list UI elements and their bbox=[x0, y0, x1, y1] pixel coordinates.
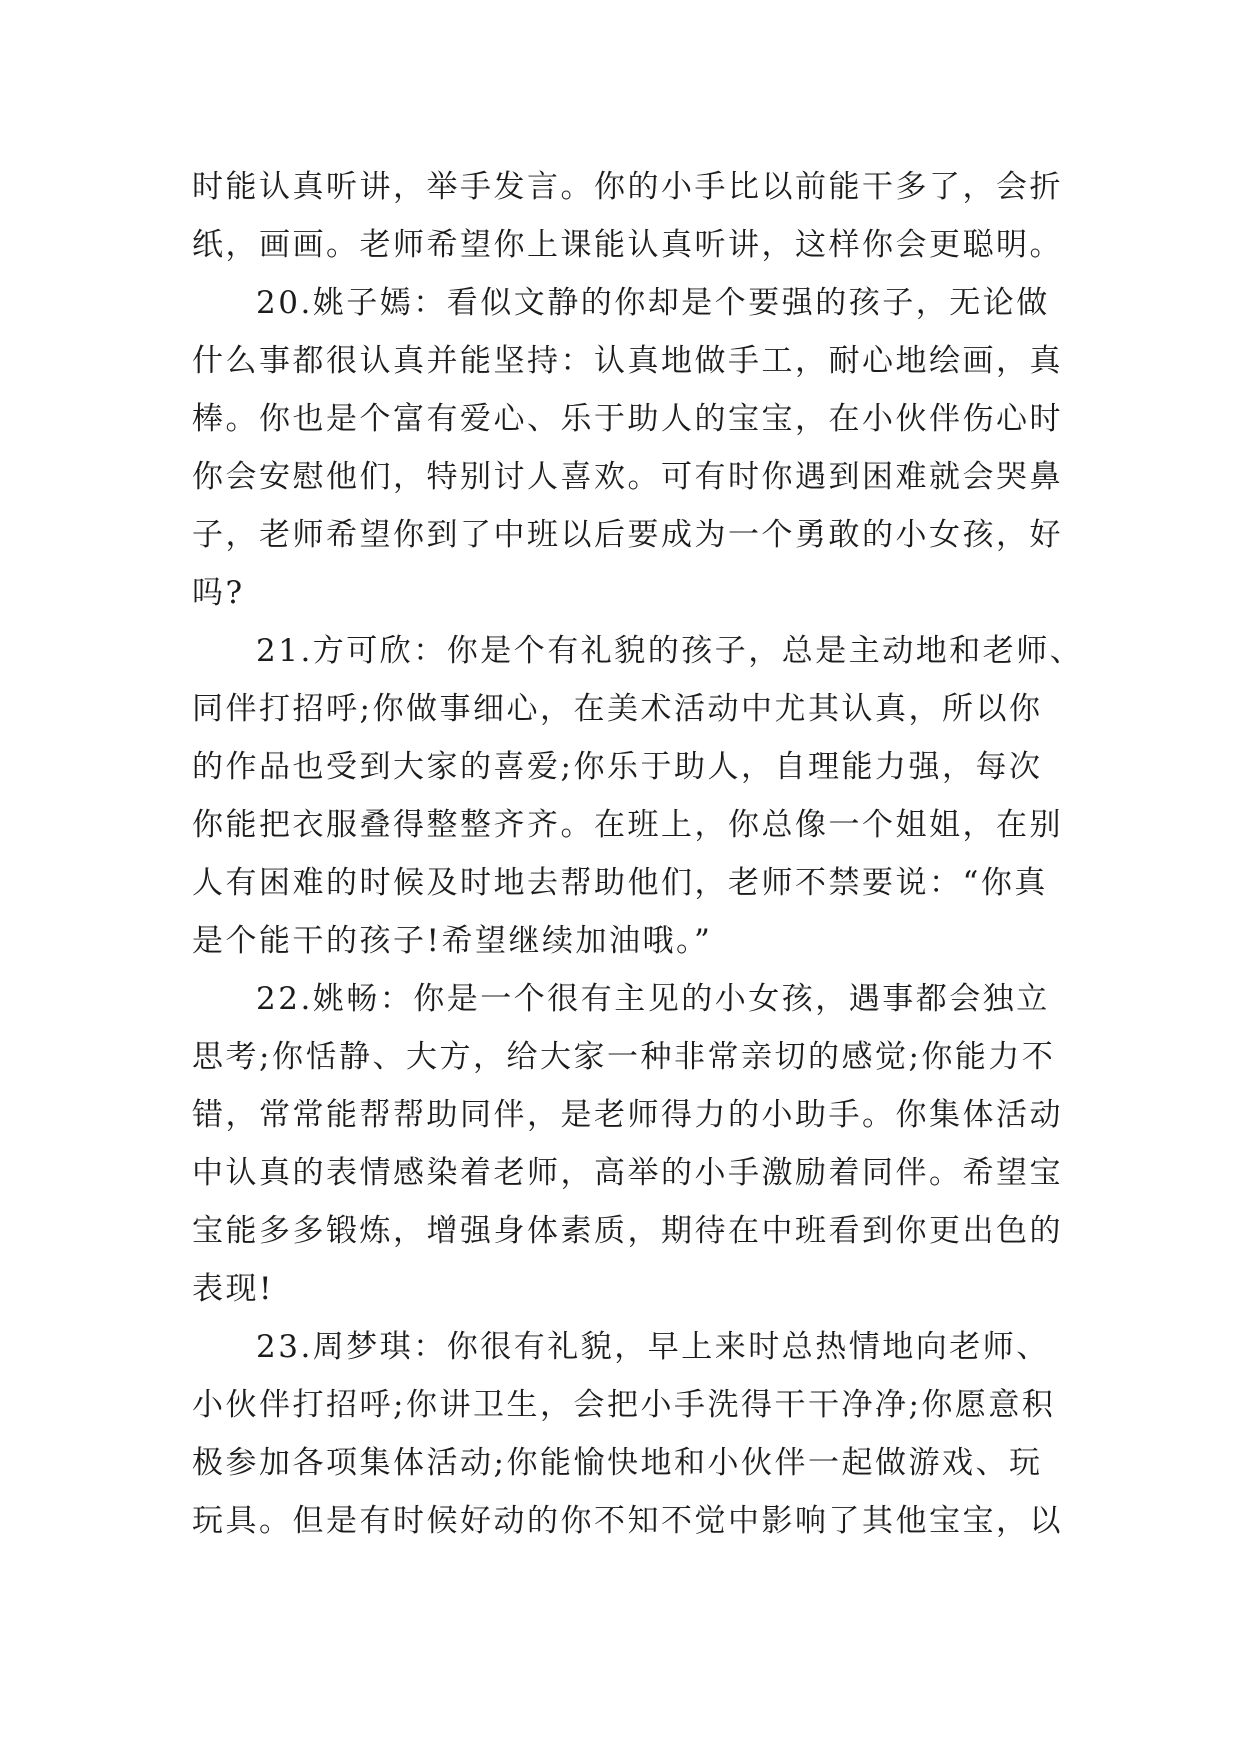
text-line: 宝能多多锻炼，增强身体素质，期待在中班看到你更出色的 bbox=[192, 1213, 1063, 1249]
document-body bbox=[192, 158, 1084, 1550]
text-line: 什么事都很认真并能坚持：认真地做手工，耐心地绘画，真 bbox=[192, 343, 1063, 379]
text-line: 同伴打招呼;你做事细心，在美术活动中尤其认真，所以你 bbox=[192, 691, 1043, 727]
text-line: 你能把衣服叠得整整齐齐。在班上，你总像一个姐姐，在别 bbox=[192, 807, 1063, 843]
text-line: 错，常常能帮帮助同伴，是老师得力的小助手。你集体活动 bbox=[192, 1097, 1063, 1133]
text-line: 表现! bbox=[192, 1271, 274, 1307]
text-line: 你会安慰他们，特别讨人喜欢。可有时你遇到困难就会哭鼻 bbox=[192, 459, 1063, 495]
text-line: 棒。你也是个富有爱心、乐于助人的宝宝，在小伙伴伤心时 bbox=[192, 401, 1063, 437]
text-line: 是个能干的孩子!希望继续加油哦。” bbox=[192, 923, 713, 959]
text-line: 子，老师希望你到了中班以后要成为一个勇敢的小女孩，好 bbox=[192, 517, 1063, 553]
text-line: 中认真的表情感染着老师，高举的小手激励着同伴。希望宝 bbox=[192, 1155, 1063, 1191]
text-line: 极参加各项集体活动;你能愉快地和小伙伴一起做游戏、玩 bbox=[192, 1445, 1043, 1481]
text-line: 玩具。但是有时候好动的你不知不觉中影响了其他宝宝，以 bbox=[192, 1503, 1063, 1539]
paragraph-start-line: 21.方可欣：你是个有礼貌的孩子，总是主动地和老师、 bbox=[256, 633, 1084, 669]
paragraph-start-line: 23.周梦琪：你很有礼貌，早上来时总热情地向老师、 bbox=[256, 1329, 1050, 1365]
text-line: 思考;你恬静、大方，给大家一种非常亲切的感觉;你能力不 bbox=[192, 1039, 1056, 1075]
text-line: 纸，画画。老师希望你上课能认真听讲，这样你会更聪明。 bbox=[192, 227, 1063, 263]
text-line: 的作品也受到大家的喜爱;你乐于助人，自理能力强，每次 bbox=[192, 749, 1043, 785]
text-line: 时能认真听讲，举手发言。你的小手比以前能干多了，会折 bbox=[192, 169, 1063, 205]
text-line: 小伙伴打招呼;你讲卫生，会把小手洗得干干净净;你愿意积 bbox=[192, 1387, 1056, 1423]
paragraph-start-line: 20.姚子嫣：看似文静的你却是个要强的孩子，无论做 bbox=[256, 285, 1050, 321]
text-line: 吗? bbox=[192, 575, 245, 611]
paragraph-start-line: 22.姚畅：你是一个很有主见的小女孩，遇事都会独立 bbox=[256, 981, 1050, 1017]
text-line: 人有困难的时候及时地去帮助他们，老师不禁要说：“你真 bbox=[192, 865, 1048, 901]
